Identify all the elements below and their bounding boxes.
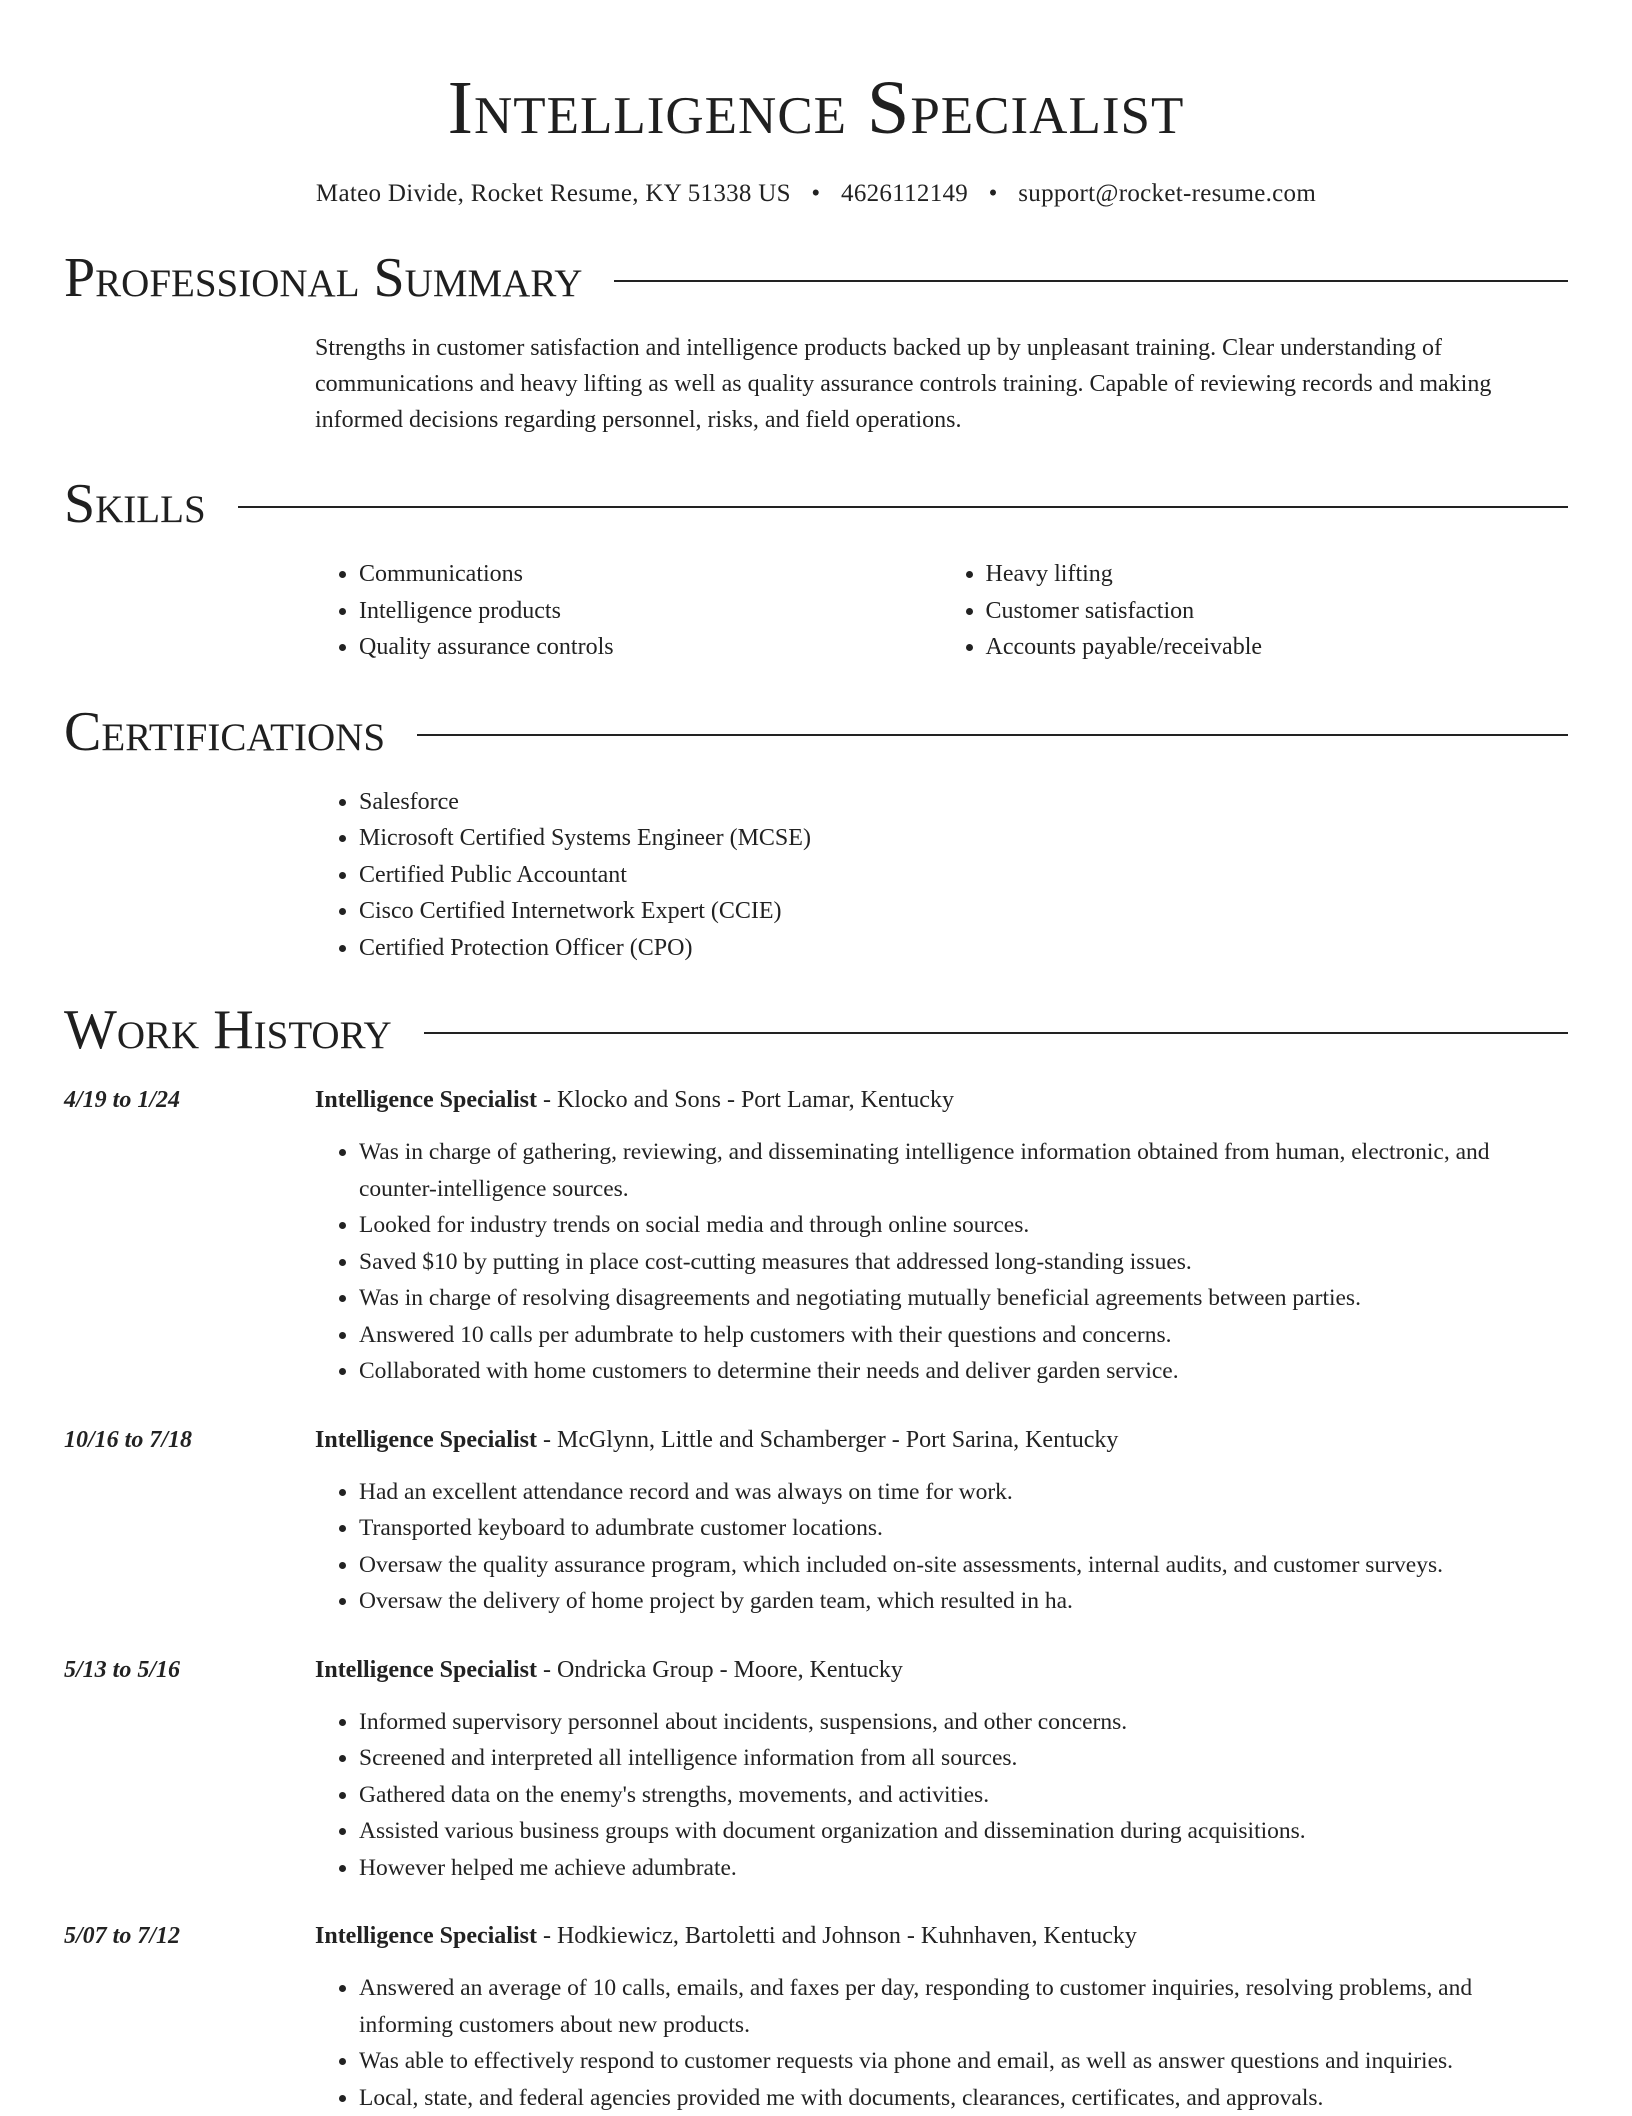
certification-item: • Microsoft Certified Systems Engineer (MCSE) xyxy=(359,820,1568,857)
section-work-history xyxy=(64,998,1568,1062)
skills-list xyxy=(315,556,1568,666)
job-bullets xyxy=(315,1970,1568,2116)
job-bullet: • Informed supervisory personnel about incidents, suspensions, and other concerns. xyxy=(359,1704,1568,1741)
job-bullet: • Saved $10 by putting in place cost-cutting measures that addressed long-standing issues. xyxy=(359,1244,1568,1281)
skill-item: • Accounts payable/receivable xyxy=(986,629,1569,666)
job-company-location: - Hodkiewicz, Bartoletti and Johnson - Kuhnhaven, Kentucky xyxy=(537,1923,1137,1949)
section-divider xyxy=(417,734,1568,736)
job-bullet: • Collaborated with home customers to determine their needs and deliver garden service. xyxy=(359,1353,1568,1390)
job-bullets xyxy=(315,1474,1568,1620)
job-bullet: • Oversaw the delivery of home project by garden team, which resulted in ha. xyxy=(359,1583,1568,1620)
skill-item: • Communications xyxy=(359,556,942,593)
contact-address: Mateo Divide, Rocket Resume, KY 51338 US xyxy=(316,180,791,207)
job-entry xyxy=(64,1918,1568,2116)
job-bullet: • Was in charge of gathering, reviewing, and disseminating intelligence information obtained from human, electronic, and counter-intelligence sources. xyxy=(359,1134,1568,1207)
certification-item: • Salesforce xyxy=(359,784,1568,821)
certifications-list xyxy=(315,784,1568,967)
job-bullet: • Oversaw the quality assurance program, which included on-site assessments, internal audits, and customer surveys. xyxy=(359,1547,1568,1584)
job-bullet: • Answered an average of 10 calls, emails, and faxes per day, responding to customer inquiries, resolving problems, and informing customers about new products. xyxy=(359,1970,1568,2043)
skill-item: • Heavy lifting xyxy=(986,556,1569,593)
skill-item: • Intelligence products xyxy=(359,593,942,630)
job-bullet: • Was able to effectively respond to customer requests via phone and email, as well as answer questions and inquiries. xyxy=(359,2043,1568,2080)
resume-page xyxy=(64,0,1568,2116)
resume-title: Intelligence Specialist xyxy=(64,60,1568,156)
job-bullet: • Assisted various business groups with document organization and dissemination during acquisitions. xyxy=(359,1813,1568,1850)
job-bullets xyxy=(315,1134,1568,1390)
certification-item: • Certified Protection Officer (CPO) xyxy=(359,930,1568,967)
contact-separator: • xyxy=(811,178,820,210)
job-bullet: • Looked for industry trends on social media and through online sources. xyxy=(359,1207,1568,1244)
contact-email: support@rocket-resume.com xyxy=(1018,180,1316,207)
job-entry xyxy=(64,1652,1568,1887)
job-bullet: • Gathered data on the enemy's strengths, movements, and activities. xyxy=(359,1777,1568,1814)
job-heading xyxy=(315,1082,1568,1118)
job-entry xyxy=(64,1422,1568,1620)
job-bullet: • Screened and interpreted all intelligence information from all sources. xyxy=(359,1740,1568,1777)
section-divider xyxy=(238,506,1568,508)
job-dates: 5/07 to 7/12 xyxy=(64,1918,315,2116)
section-heading: Skills xyxy=(64,472,206,536)
skills-column-left xyxy=(315,556,942,666)
contact-separator: • xyxy=(989,178,998,210)
section-skills xyxy=(64,472,1568,536)
job-title: Intelligence Specialist xyxy=(315,1087,537,1113)
skills-column-right xyxy=(942,556,1569,666)
job-heading xyxy=(315,1652,1568,1688)
job-company-location: - Ondricka Group - Moore, Kentucky xyxy=(537,1657,903,1683)
skill-item: • Customer satisfaction xyxy=(986,593,1569,630)
job-entry xyxy=(64,1082,1568,1390)
job-dates: 5/13 to 5/16 xyxy=(64,1652,315,1887)
job-bullet: • However helped me achieve adumbrate. xyxy=(359,1850,1568,1887)
contact-phone: 4626112149 xyxy=(841,180,968,207)
job-heading xyxy=(315,1918,1568,1954)
job-title: Intelligence Specialist xyxy=(315,1427,537,1453)
job-bullet: • Had an excellent attendance record and was always on time for work. xyxy=(359,1474,1568,1511)
section-divider xyxy=(614,280,1568,282)
certification-item: • Certified Public Accountant xyxy=(359,857,1568,894)
job-heading xyxy=(315,1422,1568,1458)
skill-item: • Quality assurance controls xyxy=(359,629,942,666)
job-title: Intelligence Specialist xyxy=(315,1657,537,1683)
job-dates: 4/19 to 1/24 xyxy=(64,1082,315,1390)
job-company-location: - McGlynn, Little and Schamberger - Port Sarina, Kentucky xyxy=(537,1427,1118,1453)
contact-line xyxy=(64,178,1568,210)
job-bullet: • Answered 10 calls per adumbrate to help customers with their questions and concerns. xyxy=(359,1317,1568,1354)
section-heading: Certifications xyxy=(64,700,385,764)
job-title: Intelligence Specialist xyxy=(315,1923,537,1949)
section-professional-summary xyxy=(64,246,1568,310)
section-certifications xyxy=(64,700,1568,764)
job-dates: 10/16 to 7/18 xyxy=(64,1422,315,1620)
job-bullet: • Transported keyboard to adumbrate customer locations. xyxy=(359,1510,1568,1547)
certification-item: • Cisco Certified Internetwork Expert (CCIE) xyxy=(359,893,1568,930)
summary-text: Strengths in customer satisfaction and intelligence products backed up by unpleasant training. Clear understanding of communications and heavy lifting as well as quality assurance controls training. Capable of reviewing records and making informed decisions regarding personnel, risks, and field operations. xyxy=(315,330,1568,438)
job-bullets xyxy=(315,1704,1568,1887)
job-company-location: - Klocko and Sons - Port Lamar, Kentucky xyxy=(537,1087,954,1113)
section-heading: Professional Summary xyxy=(64,246,582,310)
job-bullet: • Local, state, and federal agencies provided me with documents, clearances, certificates, and approvals. xyxy=(359,2080,1568,2116)
section-divider xyxy=(424,1032,1568,1034)
section-heading: Work History xyxy=(64,998,392,1062)
job-bullet: • Was in charge of resolving disagreements and negotiating mutually beneficial agreements between parties. xyxy=(359,1280,1568,1317)
